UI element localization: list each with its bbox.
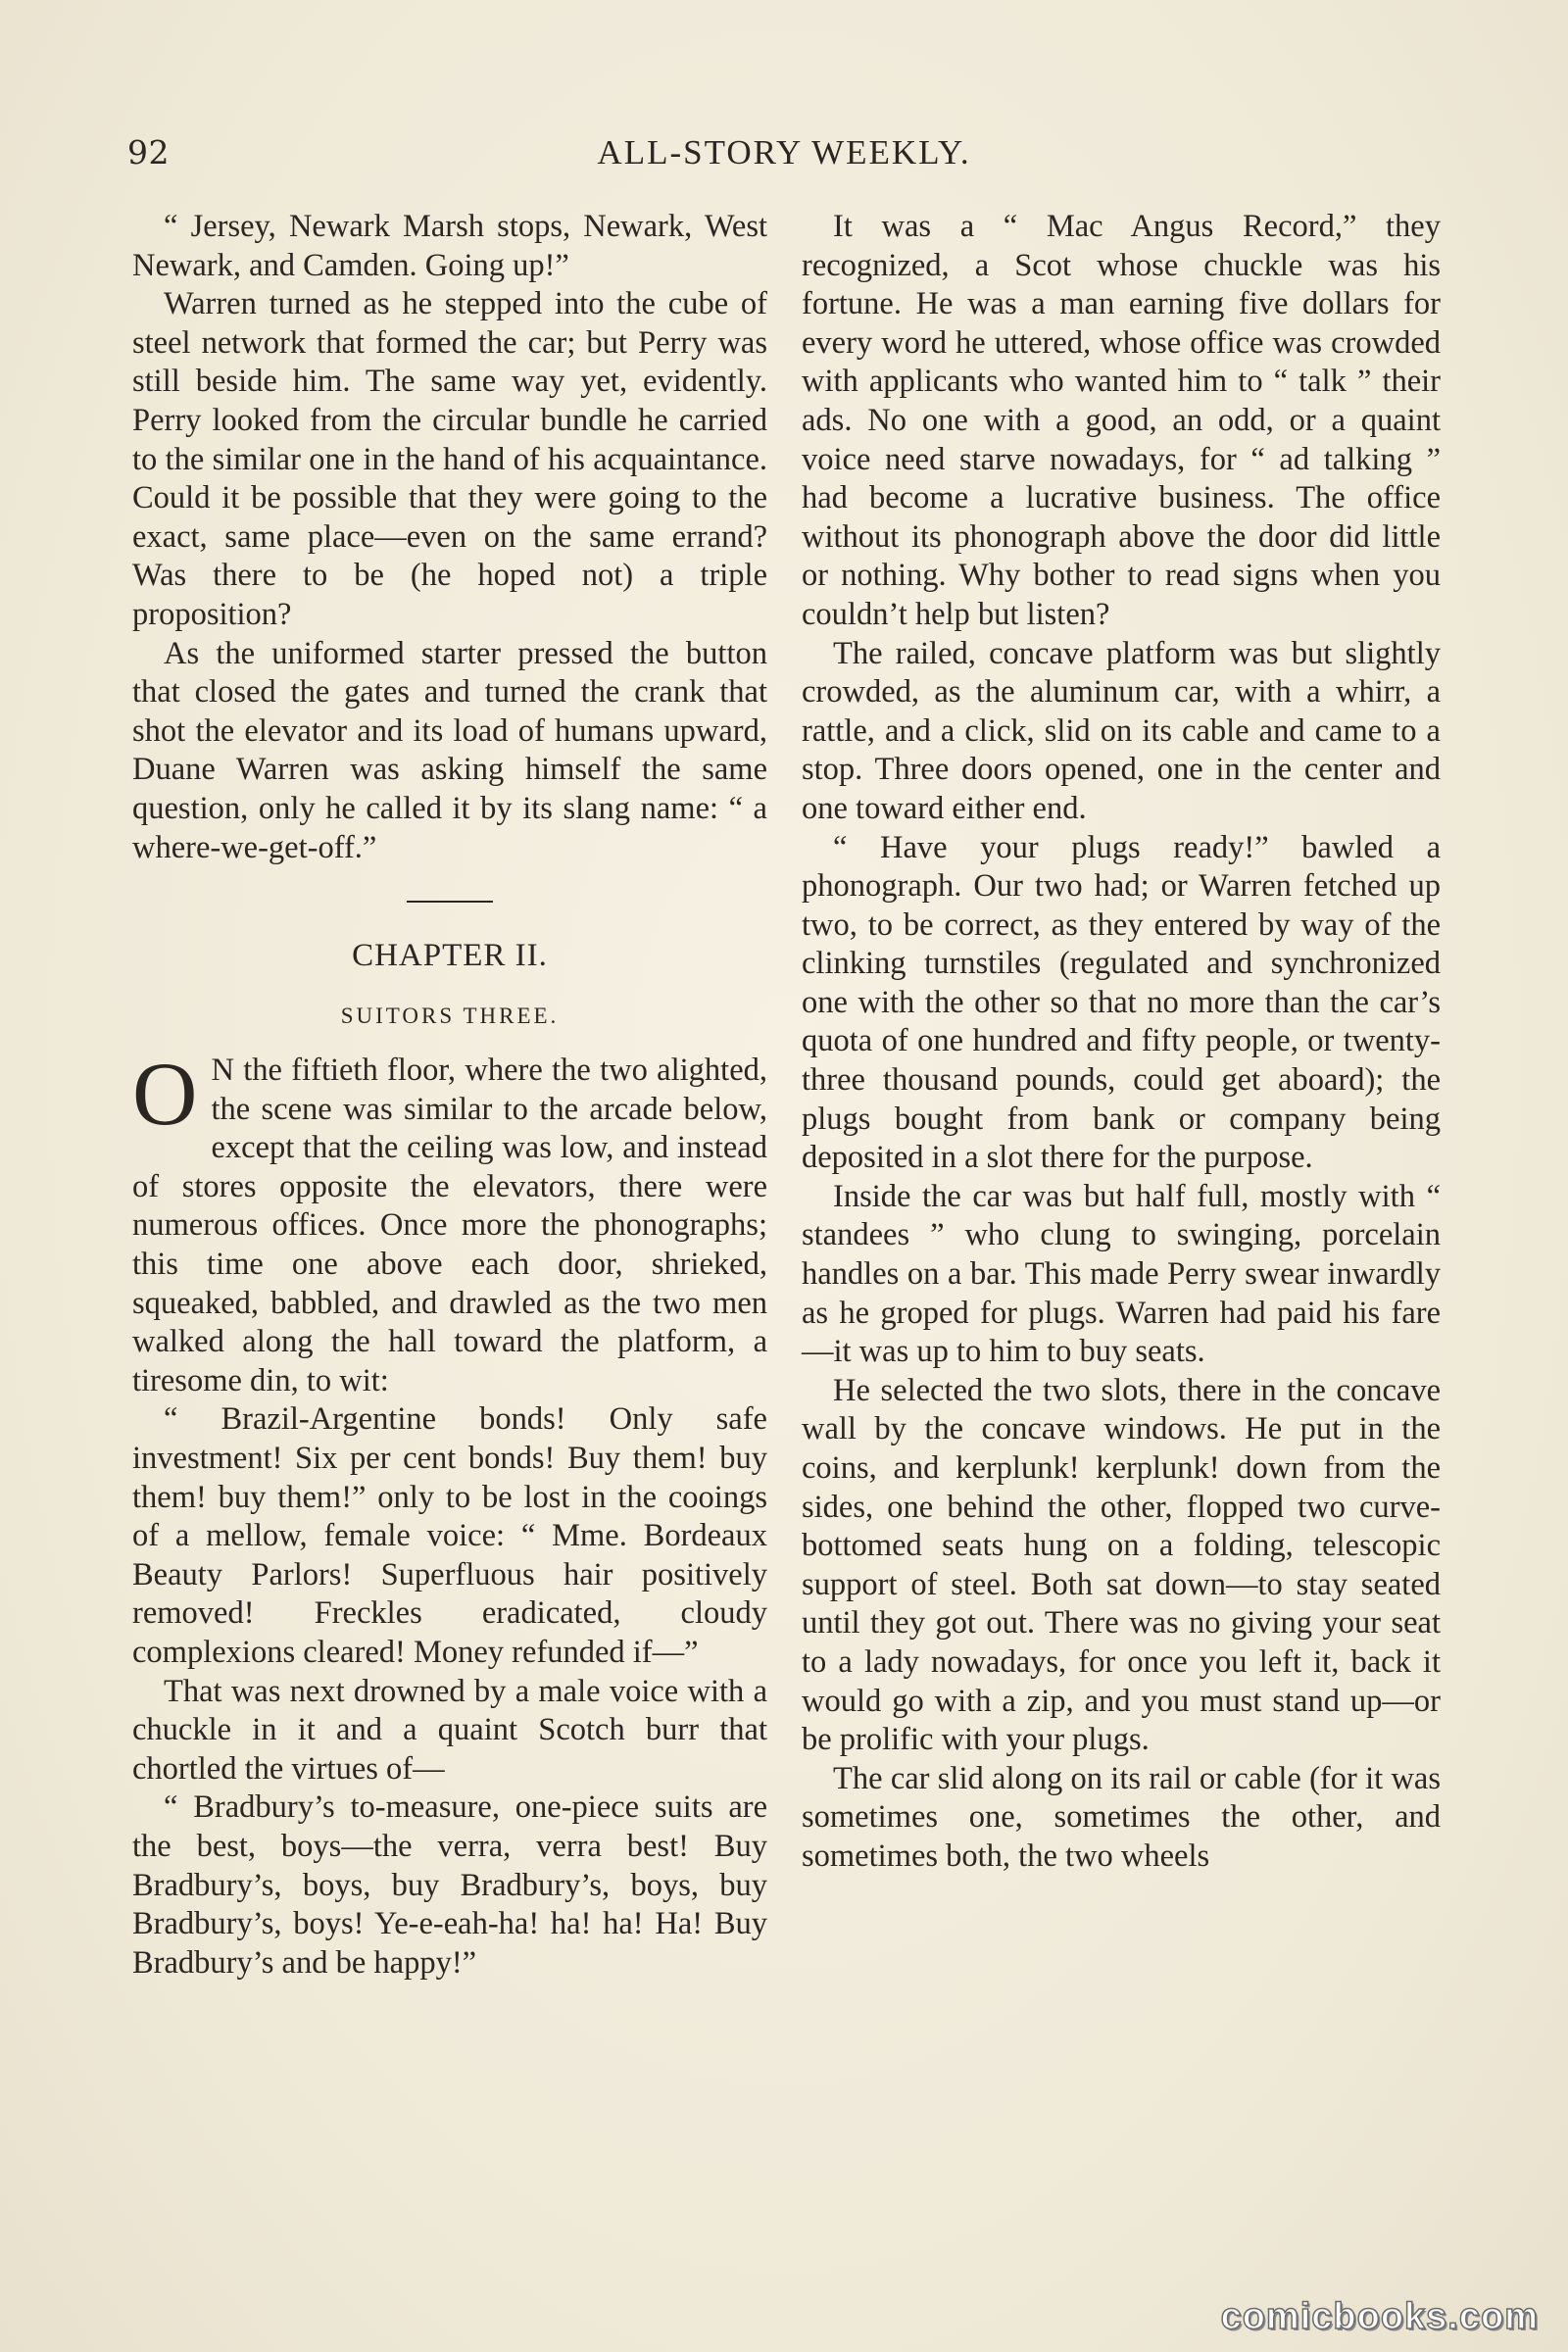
magazine-title: ALL-STORY WEEKLY.	[597, 133, 971, 172]
paragraph: It was a “ Mac Angus Record,” they recognized, a Scot whose chuckle was his fortune. He was a man earning five dollars for every word he uttered, whose office was crowded with applicants who wanted him to “ talk ” their ads. No one with a good, an odd, or a quaint voice need starve nowadays, for “ ad talking ” had become a lucrative business. The office without its phonograph above the door did little or nothing. Why bother to read signs when you couldn’t help but listen?	[802, 209, 1441, 632]
paragraph: The car slid along on its rail or cable (for it was sometimes one, sometimes the other, and sometimes both, the two wheels	[802, 1760, 1441, 1874]
page-number: 92	[127, 133, 170, 172]
paragraph: As the uniformed starter pressed the button that closed the gates and turned the crank that shot the elevator and its load of humans upward, Duane Warren was asking himself the same question, only he called it by its slang name: “ a where-we-get-off.”	[132, 635, 767, 865]
running-head	[127, 133, 1441, 182]
paragraph: He selected the two slots, there in the concave wall by the concave windows. He put in the coins, and kerplunk! kerplunk! down from the sides, one behind the other, flopped two curve-bottomed seats hung on a folding, telescopic support of steel. Both sat down—to stay seated until they got out. There was no giving your seat to a lady nowadays, for once you left it, back it would go with a zip, and you must stand up—or be prolific with your plugs.	[802, 1372, 1441, 1758]
paragraph: “ Have your plugs ready!” bawled a phonograph. Our two had; or Warren fetched up two, to be correct, as they entered by way of the clinking turnstiles (regulated and synchronized one with the other so that no more than the car’s quota of one hundred and fifty people, or twenty-three thousand pounds, could get aboard); the plugs bought from bank or company being deposited in a slot there for the purpose.	[802, 829, 1441, 1176]
paragraph: “ Bradbury’s to-measure, one-piece suits are the best, boys—the verra, verra best! Buy Bradbury’s, boys, buy Bradbury’s, boys, buy Bradbury’s, boys! Ye-e-eah-ha! ha! ha! Ha! Buy Bradbury’s and be happy!”	[132, 1789, 767, 1981]
paragraph: “ Jersey, Newark Marsh stops, Newark, West Newark, and Camden. Going up!”	[132, 209, 767, 283]
right-column	[802, 208, 1441, 1877]
left-column	[132, 208, 767, 1983]
paragraph: The railed, concave platform was but slightly crowded, as the aluminum car, with a whirr, a rattle, and a click, slid on its cable and came to a stop. Three doors opened, one in the center and one toward either end.	[802, 635, 1441, 826]
paragraph: That was next drowned by a male voice with a chuckle in it and a quaint Scotch burr that chortled the virtues of—	[132, 1673, 767, 1787]
paragraph: “ Brazil-Argentine bonds! Only safe investment! Six per cent bonds! Buy them! buy them! buy them!” only to be lost in the cooings of a mellow, female voice: “ Mme. Bordeaux Beauty Parlors! Superfluous hair positively removed! Freckles eradicated, cloudy complexions cleared! Money refunded if—”	[132, 1401, 767, 1670]
paragraph-text: N the fiftieth floor, where the two alighted, the scene was similar to the arcade below, except that the ceiling was low, and instead of stores opposite the elevators, there were numerous offices. Once more the phonographs; this time one above each door, shrieked, squeaked, babbled, and drawled as the two men walked along the hall toward the platform, a tiresome din, to wit:	[132, 1053, 767, 1398]
chapter-title: CHAPTER II.	[352, 938, 548, 974]
chapter-opening-paragraph	[132, 1044, 767, 1400]
watermark: comicbooks.com	[1220, 2296, 1539, 2337]
section-divider	[407, 901, 493, 903]
drop-cap: O	[132, 1044, 198, 1145]
paragraph: Warren turned as he stepped into the cube of steel network that formed the car; but Perry was still beside him. The same way yet, evidently. Perry looked from the circular bundle he carried to the similar one in the hand of his acquaintance. Could it be possible that they were going to the exact, same place—even on the same errand? Was there to be (he hoped not) a triple proposition?	[132, 286, 767, 632]
chapter-subtitle: SUITORS THREE.	[340, 1004, 560, 1029]
paragraph: Inside the car was but half full, mostly with “ standees ” who clung to swinging, porcelain handles on a bar. This made Perry swear inwardly as he groped for plugs. Warren had paid his fare—it was up to him to buy seats.	[802, 1178, 1441, 1370]
